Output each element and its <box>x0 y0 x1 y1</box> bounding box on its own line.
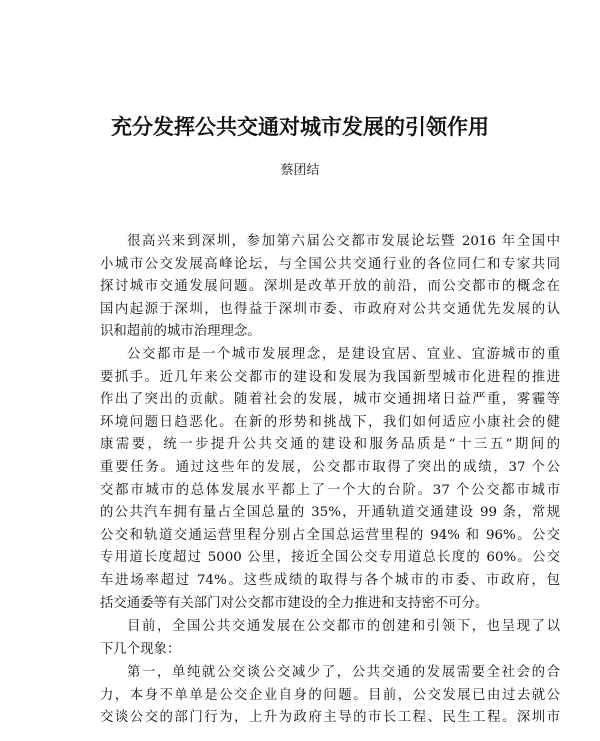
text-line: 交都市城市的总体发展水平都上了一个大的台阶。37 个公交都市城市 <box>100 482 560 498</box>
author-name: 蔡团结 <box>280 163 320 178</box>
text-line: 很高兴来到深圳，参加第六届公交都市发展论坛暨 2016 年全国中 <box>127 234 560 249</box>
text-line: 康需要，统一步提升公共交通的建设和服务品质是“十三五”期间的 <box>100 437 560 453</box>
text-line: 第一，单纯就公交谈公交减少了，公共交通的发展需要全社会的合 <box>127 665 560 680</box>
page-title: 充分发挥公共交通对城市发展的引领作用 <box>111 114 489 139</box>
paragraph <box>100 231 560 344</box>
text-line: 公交和轨道交通运营里程分别占全国总运营里程的 94% 和 96%。公交 <box>100 527 560 543</box>
paragraph <box>100 662 560 730</box>
text-line: 探讨城市交通发展问题。深圳是改革开放的前沿，而公交都市的概念在 <box>100 279 560 295</box>
paragraph <box>100 344 560 615</box>
text-line: 小城市公交发展高峰论坛，与全国公共交通行业的各位同仁和专家共同 <box>100 256 560 272</box>
text-line: 国内起源于深圳，也得益于深圳市委、市政府对公共交通优先发展的认 <box>100 301 560 317</box>
text-line: 目前，全国公共交通发展在公交都市的创建和引领下，也呈现了以 <box>127 619 560 634</box>
text-line: 括交通委等有关部门对公交都市建设的全力推进和支持密不可分。 <box>100 595 489 611</box>
text-line: 交谈公交的部门行为，上升为政府主导的市长工程、民生工程。深圳市 <box>100 710 560 726</box>
text-line: 要抓手。近几年来公交都市的建设和发展为我国新型城市化进程的推进 <box>100 369 560 385</box>
text-line: 公交都市是一个城市发展理念，是建设宜居、宜业、宜游城市的重 <box>127 347 560 362</box>
text-line: 识和超前的城市治理理念。 <box>100 324 261 340</box>
text-line: 下几个现象： <box>100 641 181 657</box>
text-line: 车进场率超过 74%。这些成绩的取得与各个城市的市委、市政府，包 <box>100 572 560 588</box>
text-line: 的公共汽车拥有量占全国总量的 35%，开通轨道交通建设 99 条，常规 <box>100 505 560 521</box>
text-line: 环境问题日趋恶化。在新的形势和挑战下，我们如何适应小康社会的健 <box>100 414 560 430</box>
text-line: 力，本身不单单是公交企业自身的问题。目前，公交发展已由过去就公 <box>100 687 560 703</box>
text-line: 重要任务。通过这些年的发展，公交都市取得了突出的成绩，37 个公 <box>100 459 560 475</box>
paragraph <box>100 616 560 661</box>
text-line: 作出了突出的贡献。随着社会的发展，城市交通拥堵日益严重，雾霾等 <box>100 392 560 408</box>
text-line: 专用道长度超过 5000 公里，接近全国公交专用道总长度的 60%。公交 <box>100 550 560 566</box>
